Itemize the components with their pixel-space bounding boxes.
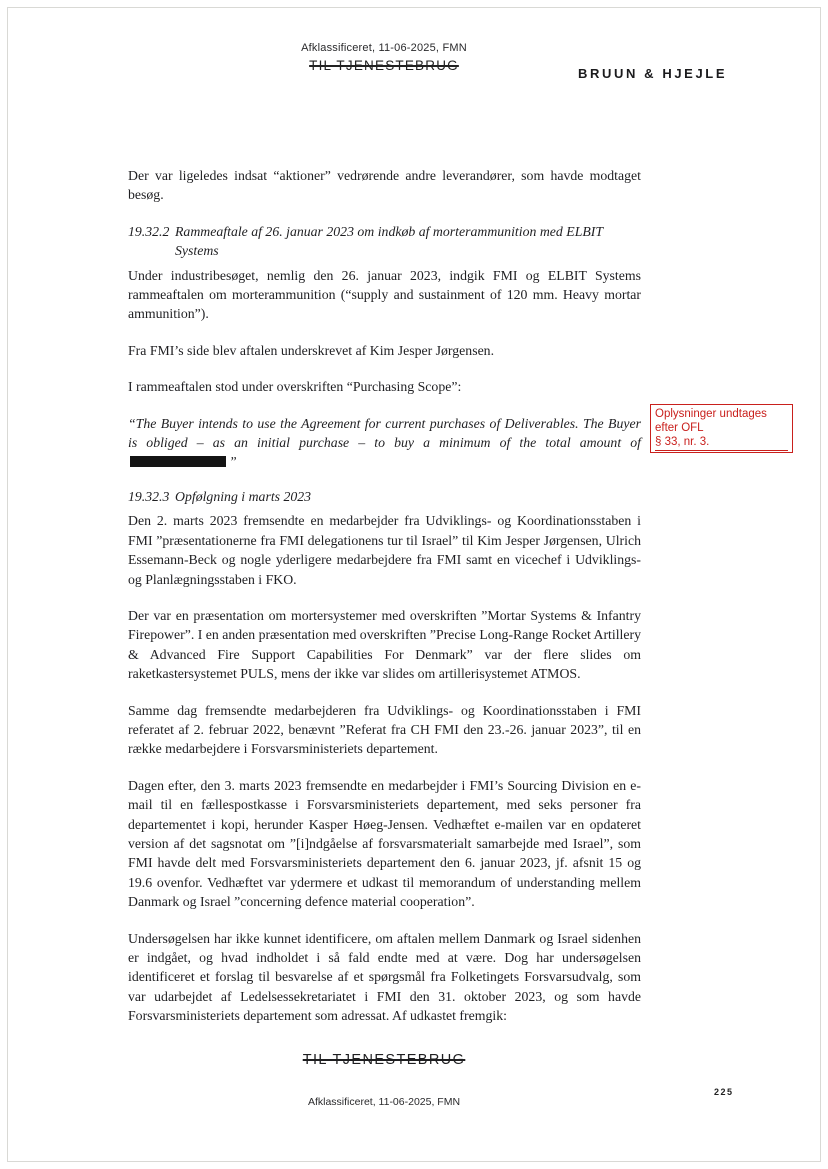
declassified-stamp-top: Afklassificeret, 11-06-2025, FMN xyxy=(301,42,467,54)
quote-text: “The Buyer intends to use the Agreement for current purchases of Deliverables. The Buyer is obliged – as an initial purchase – to buy a minimum of the total amount of xyxy=(128,415,641,451)
body-paragraph: Der var en præsentation om mortersystemer med overskriften ”Mortar Systems & Infantry Firepower”. I en anden præsentation med overskriften ”Precise Long-Range Rocket Artillery & Advanced Fire Support Capabilities For Denmark” var der flere slides om raketkastersystemet PULS, mens der ikke var slides om artillerisystemet ATMOS. xyxy=(128,607,642,682)
body-paragraph: Fra FMI’s side blev aftalen underskrevet af Kim Jesper Jørgensen. xyxy=(128,342,495,358)
section-number: 19.32.2 xyxy=(128,223,170,239)
firm-logo: BRUUN & HJEJLE xyxy=(578,66,728,81)
body-paragraph: Undersøgelsen har ikke kunnet identificere, om aftalen mellem Danmark og Israel sidenhen er indgået, og hvad indholdet i så fald endte med at være. Dog har undersøgelsen identificeret et forslag til besvarelse af et spørgsmål fra Folketingets Forsvarsudvalg, som var udarbejdet af Ledelsessekretariatet i FMI den 31. oktober 2023, og som havde Forsvarsministeriets departement som adressat. Af udkastet fremgik: xyxy=(128,930,641,1024)
page-number: 225 xyxy=(714,1087,734,1097)
body-paragraph: Den 2. marts 2023 fremsendte en medarbejder fra Udviklings- og Koordinationsstaben i FMI ”præsentationerne fra FMI delegationens tur til Israel” til Kim Jesper Jørgensen, Ulrich Essemann-Beck og nogle yderligere medarbejdere fra FMI samt en vicechef i Udviklings- og Planlægningsstaben i FKO. xyxy=(128,513,641,587)
block-quote xyxy=(128,414,641,472)
body-paragraph: Der var ligeledes indsat “aktioner” vedrørende andre leverandører, som havde modtaget besøg. xyxy=(128,168,641,203)
body-paragraph: Samme dag fremsendte medarbejderen fra Udviklings- og Koordinationsstaben i FMI referatet af 2. februar 2022, benævnt ”Referat fra CH FMI den 23.-26. januar 2023”, til en række medarbejdere i Forsvarsministeriets departement. xyxy=(128,702,641,757)
document-body xyxy=(128,166,641,1043)
quote-closing-mark: ” xyxy=(229,454,237,470)
declassified-stamp-bottom: Afklassificeret, 11-06-2025, FMN xyxy=(307,1096,461,1108)
classification-marking-bottom: TIL TJENESTEBRUG xyxy=(302,1052,466,1068)
ofl-annotation-line: Oplysninger undtages xyxy=(655,408,767,420)
body-paragraph: Dagen efter, den 3. marts 2023 fremsendte en medarbejder i FMI’s Sourcing Division en e-mail til en fællespostkasse i Forsvarsministeriets departement, med seks personer fra departementet i kopi, herunder Kasper Høeg-Jensen. Vedhæftet e-mailen var en opdateret version af det sagsnotat om ”[i]ndgåelse af forsvarsmaterialt samarbejde med Israel”, som FMI havde delt med Forsvarsministeriets departement den 6. januar 2023, jf. afsnit 15 og 19.6 ovenfor. Vedhæftet var ydermere et udkast til memorandum of understanding mellem Danmark og Israel ”concerning defence material cooperation”. xyxy=(128,777,641,910)
ofl-annotation-box xyxy=(650,404,793,453)
page-header xyxy=(128,42,640,73)
body-paragraph: Under industribesøget, nemlig den 26. januar 2023, indgik FMI og ELBIT Systems rammeaftalen om morterammunition (“supply and sustainment of 120 mm. Heavy mortar ammunition”). xyxy=(128,267,641,322)
ofl-annotation-line: § 33, nr. 3. xyxy=(655,435,788,451)
section-number: 19.32.3 xyxy=(128,488,170,504)
redaction-bar xyxy=(130,456,226,467)
section-title: Rammeaftale af 26. januar 2023 om indkøb af morterammunition med ELBIT Systems xyxy=(175,223,603,259)
body-paragraph: I rammeaftalen stod under overskriften “Purchasing Scope”: xyxy=(128,379,462,395)
section-heading xyxy=(128,487,641,506)
section-heading xyxy=(128,222,641,261)
ofl-annotation-line: efter OFL xyxy=(655,422,704,434)
classification-marking-top: TIL TJENESTEBRUG xyxy=(309,58,459,73)
section-title: Opfølgning i marts 2023 xyxy=(175,488,312,504)
